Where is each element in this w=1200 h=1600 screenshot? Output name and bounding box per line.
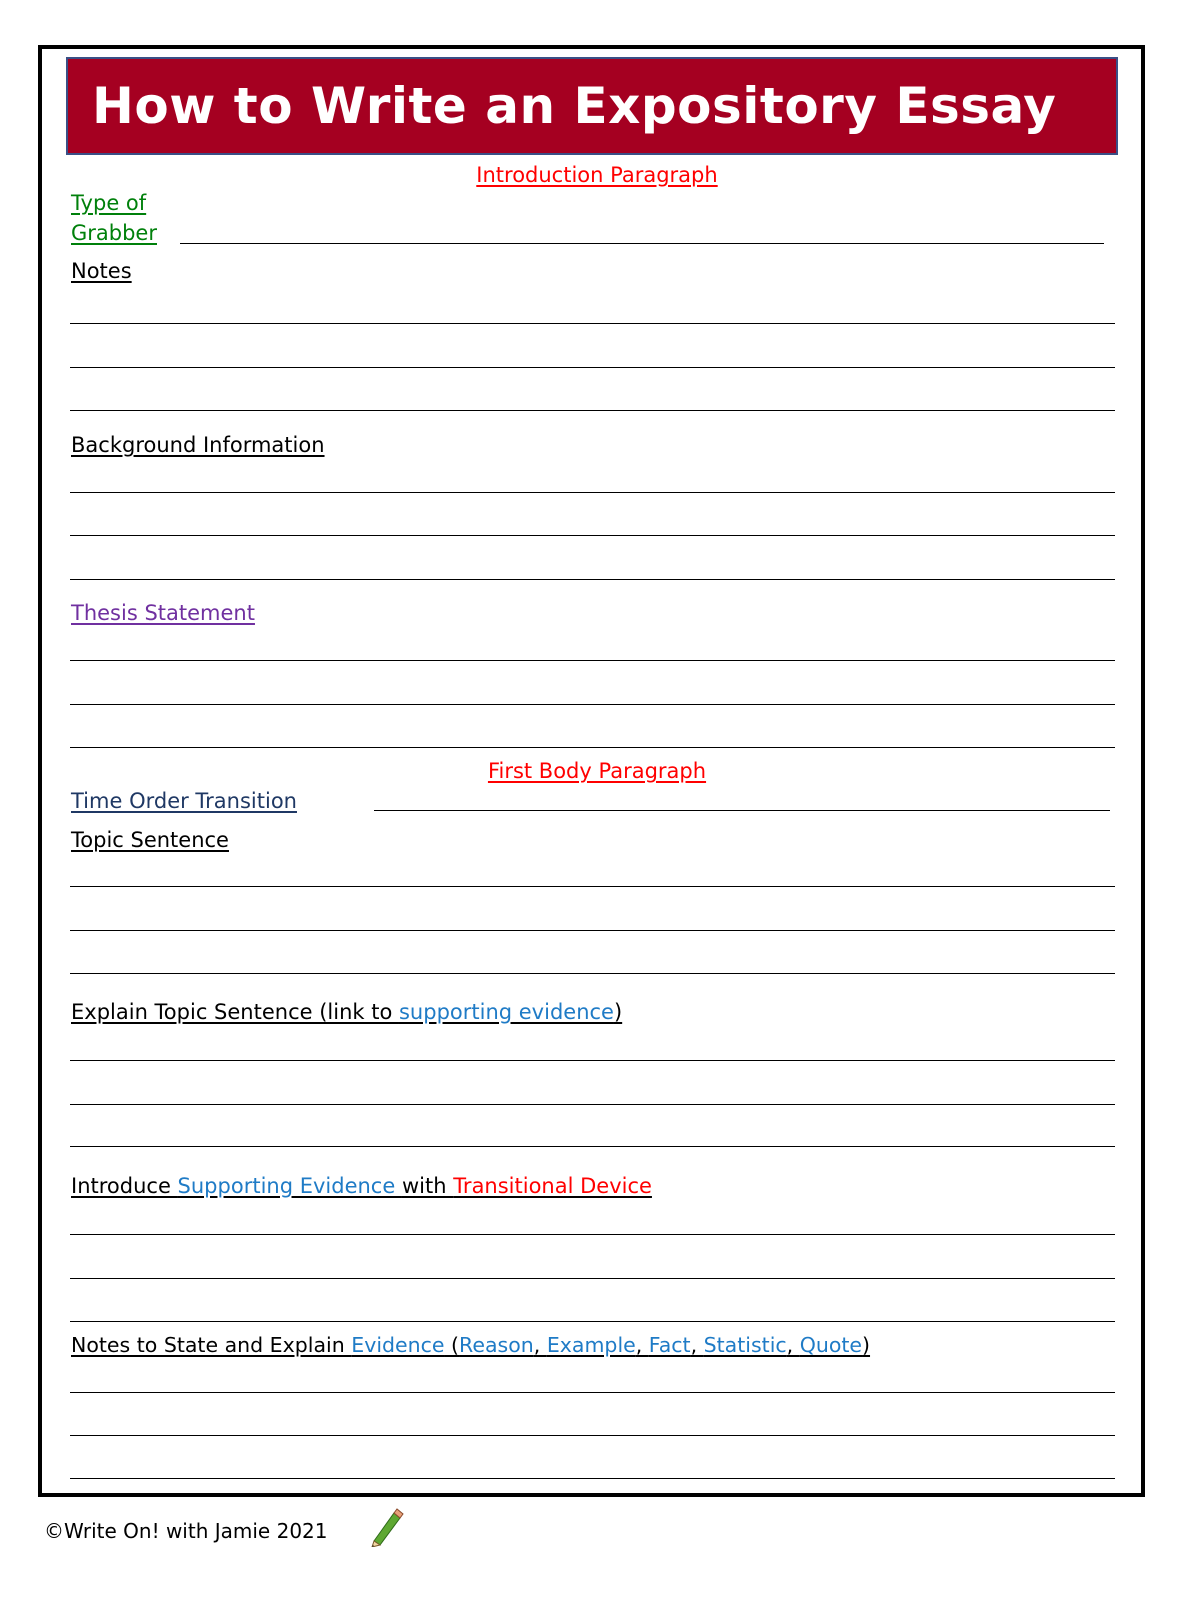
comma-1: , [533, 1333, 547, 1357]
notes-evidence-label [71, 1332, 870, 1358]
introduce-text: Introduce [71, 1174, 178, 1198]
introduce-line-2[interactable] [70, 1278, 1115, 1279]
evidence-text: Evidence [351, 1333, 445, 1357]
background-information-label: Background Information [71, 433, 325, 457]
thesis-line-3[interactable] [70, 747, 1115, 748]
close-paren: ) [862, 1333, 871, 1357]
explain-topic-label [71, 999, 622, 1025]
topic-line-1[interactable] [70, 886, 1115, 887]
introduce-evidence-label [71, 1173, 652, 1199]
type-of-grabber-label-line1: Type of [71, 191, 147, 215]
topic-sentence-label: Topic Sentence [71, 828, 229, 852]
page-title: How to Write an Expository Essay [66, 57, 1118, 155]
background-line-1[interactable] [70, 492, 1115, 493]
notes-label: Notes [71, 259, 132, 283]
type-of-grabber-label-line2: Grabber [71, 221, 157, 245]
transition-answer-line[interactable] [374, 810, 1110, 811]
with-text: with [401, 1174, 454, 1198]
topic-line-3[interactable] [70, 973, 1115, 974]
evidence-line-3[interactable] [70, 1478, 1115, 1479]
explain-line-2[interactable] [70, 1104, 1115, 1105]
explain-line-3[interactable] [70, 1146, 1115, 1147]
introduction-heading: Introduction Paragraph [476, 163, 718, 187]
thesis-line-1[interactable] [70, 660, 1115, 661]
reason-text: Reason [459, 1333, 534, 1357]
grabber-answer-line[interactable] [180, 243, 1104, 244]
transitional-device-text: Transitional Device [453, 1174, 652, 1198]
topic-line-2[interactable] [70, 930, 1115, 931]
comma-4: , [786, 1333, 800, 1357]
quote-text: Quote [799, 1333, 863, 1357]
example-text: Example [546, 1333, 636, 1357]
introduce-line-3[interactable] [70, 1321, 1115, 1322]
evidence-line-1[interactable] [70, 1392, 1115, 1393]
notes-line-3[interactable] [70, 410, 1115, 411]
explain-line-1[interactable] [70, 1060, 1115, 1061]
notes-line-1[interactable] [70, 323, 1115, 324]
time-order-transition-label: Time Order Transition [71, 789, 297, 813]
notes-evidence-text: Notes to State and Explain [71, 1333, 352, 1357]
supporting-evidence-text: Supporting Evidence [177, 1174, 402, 1198]
background-line-2[interactable] [70, 535, 1115, 536]
comma-2: , [635, 1333, 649, 1357]
notes-line-2[interactable] [70, 367, 1115, 368]
comma-3: , [690, 1333, 704, 1357]
explain-topic-text: Explain Topic Sentence (link to [71, 1000, 399, 1024]
pencil-icon [368, 1507, 404, 1547]
thesis-line-2[interactable] [70, 704, 1115, 705]
evidence-line-2[interactable] [70, 1435, 1115, 1436]
fact-text: Fact [648, 1333, 691, 1357]
copyright-footer: ©Write On! with Jamie 2021 [44, 1519, 328, 1543]
statistic-text: Statistic [703, 1333, 787, 1357]
thesis-statement-label: Thesis Statement [71, 601, 255, 625]
open-paren: ( [444, 1333, 460, 1357]
background-line-3[interactable] [70, 579, 1115, 580]
supporting-evidence-link-text: supporting evidence [398, 1000, 614, 1024]
introduce-line-1[interactable] [70, 1234, 1115, 1235]
first-body-heading: First Body Paragraph [487, 759, 707, 783]
explain-topic-close: ) [613, 1000, 623, 1024]
